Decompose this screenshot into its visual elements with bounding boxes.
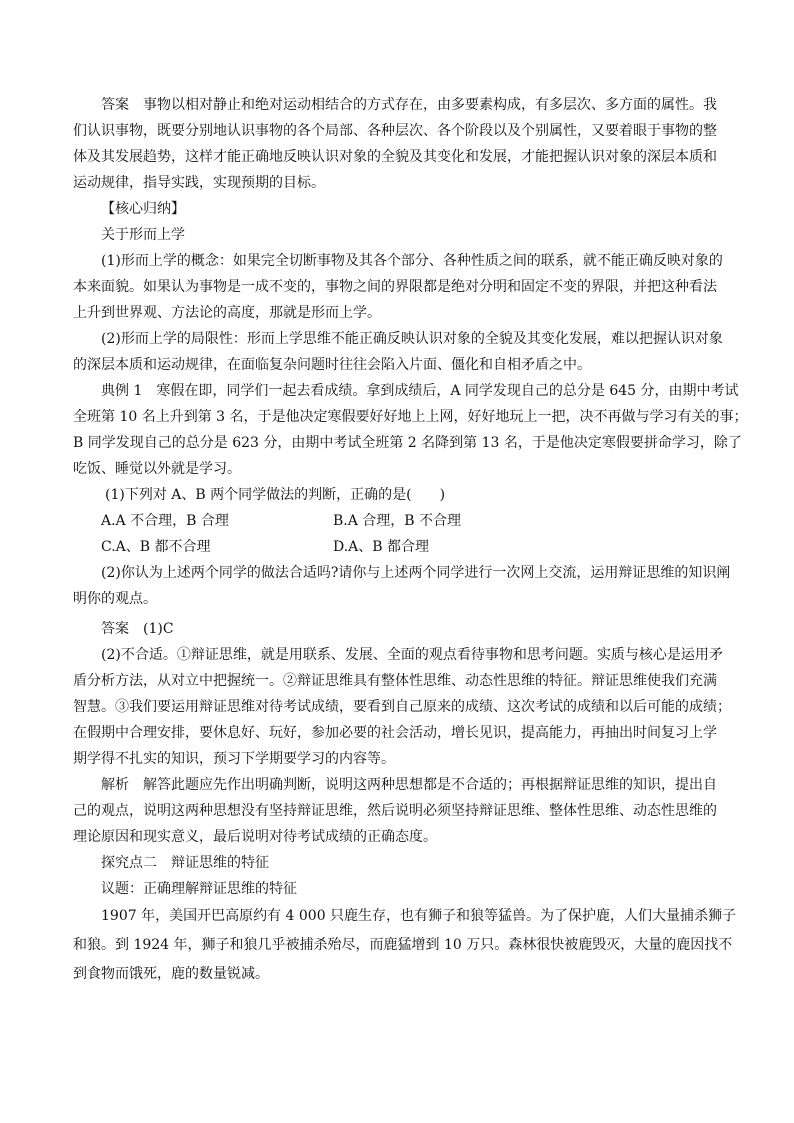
answer-2-line-5: 期学得不扎实的知识，预习下学期要学习的内容等。 [73,751,395,767]
options-row-1 [101,508,707,534]
answer-paragraph-line-4: 运动规律，指导实践，实现预期的目标。 [73,175,325,191]
answer-paragraph-line-3: 体及其发展趋势，这样才能正确地反映认识对象的全貌及其变化和发展，才能把握认识对象的深层本质和 [73,149,717,165]
story-line-3: 到食物而饿死，鹿的数量锐减。 [73,966,269,982]
answer-2-line-3: 智慧。③我们要运用辩证思维对待考试成绩，要看到自己原来的成绩、这次考试的成绩和以后可能的成绩； [73,699,731,715]
story-line-1: 1907 年，美国开巴高原约有 4 000 只鹿生存，也有狮子和狼等猛兽。为了保护鹿，人们大量捕杀狮子 [101,908,737,924]
option-b: B.A 合理，B 不合理 [333,513,462,529]
question-2-line-1: (2)你认为上述两个同学的做法合适吗?请你与上述两个同学进行一次网上交流，运用辩证思维的知识阐 [101,565,731,581]
concept-paragraph-line-1: (1)形而上学的概念：如果完全切断事物及其各个部分、各种性质之间的联系，就不能正确反映对象的 [101,253,723,269]
option-c: C.A、B 都不合理 [101,539,211,555]
limitation-paragraph-line-2: 的深层本质和运动规律，在面临复杂问题时往往会陷入片面、僵化和自相矛盾之中。 [73,357,591,373]
concept-paragraph-line-2: 本来面貌。如果认为事物是一成不变的，事物之间的界限都是绝对分明和固定不变的界限，并把这种看法 [73,279,717,295]
section-heading-core-summary: 【核心归纳】 [101,201,185,217]
example-paragraph-line-4: 吃饭、睡觉以外就是学习。 [73,461,241,477]
question-2-line-2: 明你的观点。 [73,591,157,607]
option-d: D.A、B 都合理 [333,539,430,555]
answer-1: 答案 (1)C [101,621,174,637]
answer-2-line-2: 盾分析方法，从对立中把握统一。②辩证思维具有整体性思维、动态性思维的特征。辩证思维使我们充满 [73,673,717,689]
option-a: A.A 不合理，B 合理 [101,513,229,529]
subheading-metaphysics: 关于形而上学 [101,227,185,243]
analysis-line-3: 理论原因和现实意义，最后说明对待考试成绩的正确态度。 [73,829,437,845]
concept-paragraph-line-3: 上升到世界观、方法论的高度，那就是形而上学。 [73,305,381,321]
question-1: (1)下列对 A、B 两个同学做法的判断，正确的是( ) [105,487,446,503]
answer-2-line-4: 在假期中合理安排，要休息好、玩好，参加必要的社会活动，增长见识，提高能力，再抽出时间复习上学 [73,725,717,741]
analysis-line-1: 解析 解答此题应先作出明确判断，说明这两种思想都是不合适的；再根据辩证思维的知识，提出自 [101,777,717,793]
answer-2-line-1: (2)不合适。①辩证思维，就是用联系、发展、全面的观点看待事物和思考问题。实质与核心是运用矛 [101,647,723,663]
answer-paragraph-line-2: 们认识事物，既要分别地认识事物的各个局部、各种层次、各个阶段以及个别属性，又要着眼于事物的整 [73,123,717,139]
answer-paragraph-line-1: 答案 事物以相对静止和绝对运动相结合的方式存在，由多要素构成，有多层次、多方面的属性。我 [101,97,717,113]
section-heading-explore-2: 探究点二 辩证思维的特征 [101,855,269,871]
story-line-2: 和狼。到 1924 年，狮子和狼几乎被捕杀殆尽，而鹿猛增到 10 万只。森林很快被鹿毁灭，大量的鹿因找不 [73,937,733,953]
topic-line: 议题：正确理解辩证思维的特征 [101,881,297,897]
limitation-paragraph-line-1: (2)形而上学的局限性：形而上学思维不能正确反映认识对象的全貌及其变化发展，难以把握认识对象 [101,331,723,347]
document-body [73,92,748,989]
options-row-2 [101,534,707,560]
example-paragraph-line-1: 典例 1 寒假在即，同学们一起去看成绩。拿到成绩后，A 同学发现自己的总分是 645 分，由期中考试 [101,383,739,399]
example-paragraph-line-3: B 同学发现自己的总分是 623 分，由期中考试全班第 2 名降到第 13 名，于是他决定寒假要拼命学习，除了 [73,435,742,451]
example-paragraph-line-2: 全班第 10 名上升到第 3 名，于是他决定寒假要好好地上上网，好好地玩上一把，决不再做与学习有关的事； [73,409,748,425]
analysis-line-2: 己的观点，说明这两种思想没有坚持辩证思维，然后说明必须坚持辩证思维、整体性思维、动态性思维的 [73,803,717,819]
